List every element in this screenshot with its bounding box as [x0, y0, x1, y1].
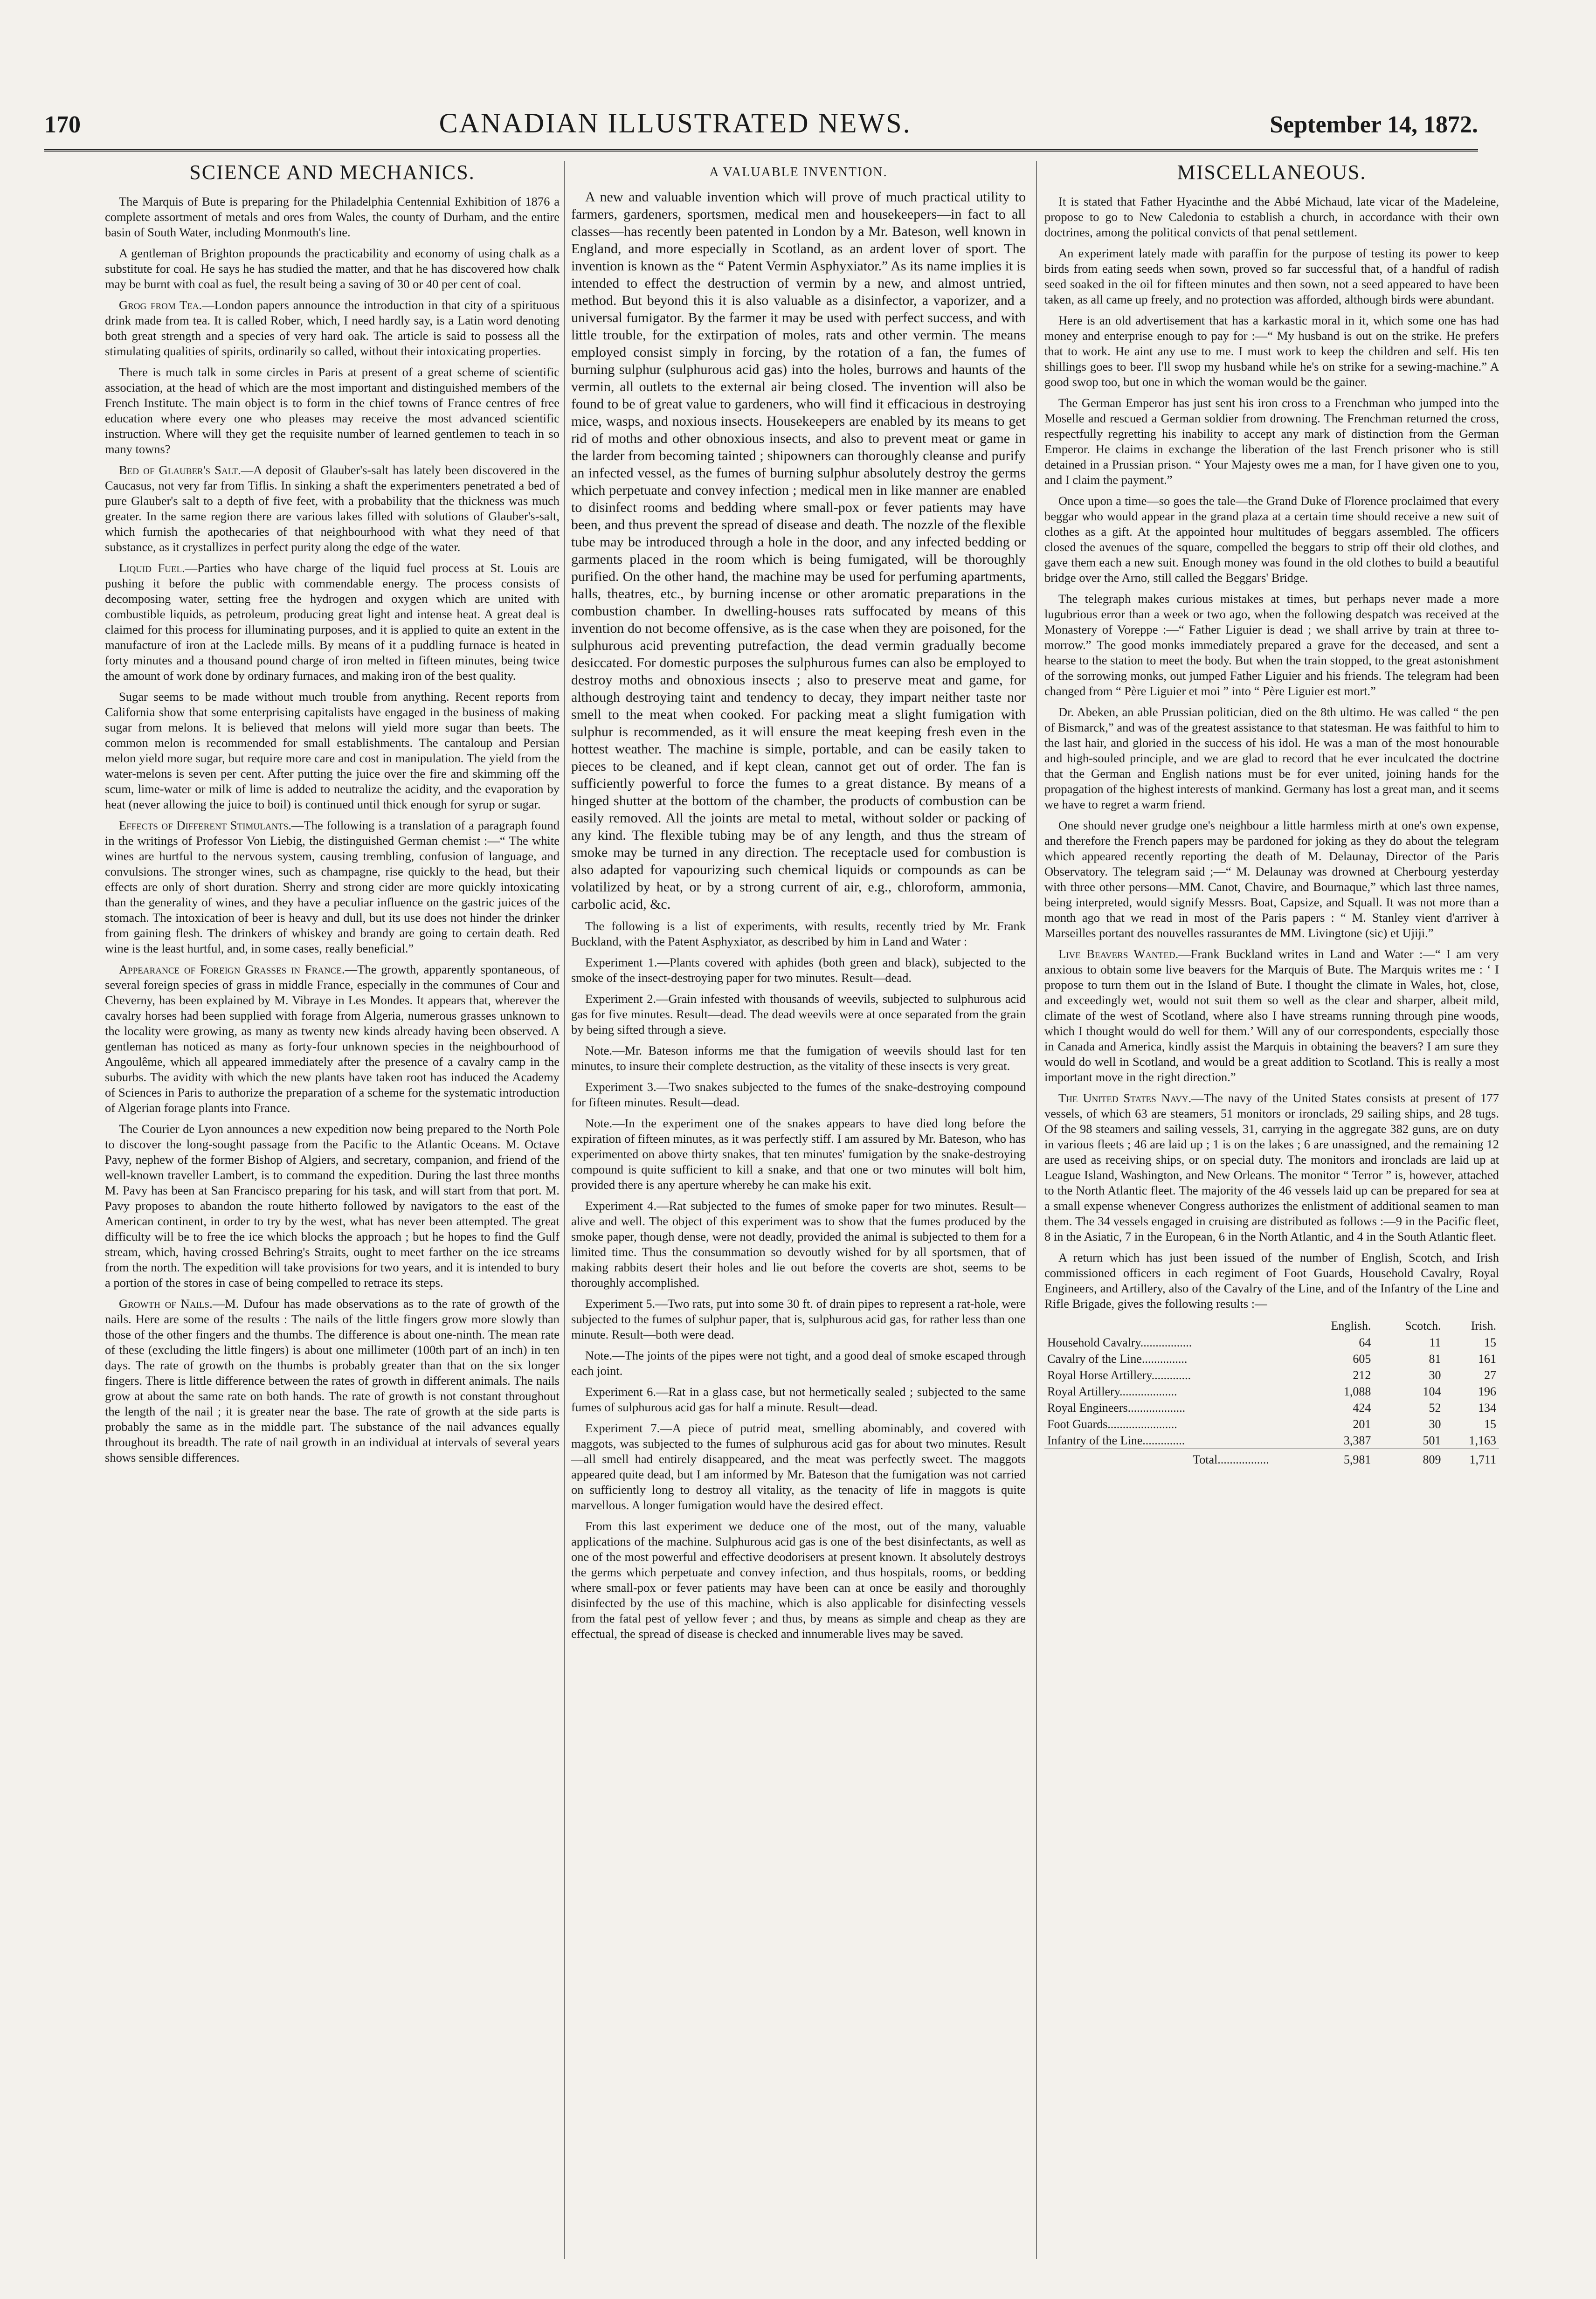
- paragraph-text: Note.—In the experiment one of the snakes appears to have died long before the expiration of fifteen minutes, as it was perfectly stiff. I am assured by Mr. Bateson, who has experimented on above thirty snakes, that ten minutes' fumigation by the snake-destroying compound is quite sufficient to kill a snake, and that one or two minutes will bolt him, provided there is any aperture whereby he can make his exit.: [571, 1116, 1026, 1192]
- paragraph-text: An experiment lately made with paraffin for the purpose of testing its power to keep birds from eating seeds when sown, proved so far successful that, of a handful of radish seed soaked in the oil for fifteen minutes and then sown, not a seed appeared to have been taken, as all came up freely, and no protection was afforded, although birds were abundant.: [1044, 246, 1499, 306]
- article-paragraph: [571, 1421, 1026, 1513]
- article-paragraph: [1044, 246, 1499, 307]
- article-paragraph: [571, 1519, 1026, 1642]
- article-paragraph: [105, 1121, 560, 1291]
- article-paragraph: [105, 246, 560, 292]
- paragraph-text: Note.—Mr. Bateson informs me that the fumigation of weevils should last for ten minutes, to insure their complete destruction, as the vitality of these insects is very great.: [571, 1043, 1026, 1073]
- article-paragraph: [105, 194, 560, 240]
- officers-table: [1044, 1317, 1499, 1468]
- table-total-row: [1044, 1449, 1499, 1468]
- masthead: CANADIAN ILLUSTRATED NEWS.: [439, 108, 912, 138]
- article-paragraph: [105, 1296, 560, 1465]
- article-paragraph: [571, 1348, 1026, 1379]
- paragraph-lead: Grog from Tea.: [119, 298, 202, 312]
- article-paragraph: [571, 188, 1026, 913]
- table-cell: 809: [1374, 1449, 1444, 1468]
- table-row: [1044, 1334, 1499, 1351]
- article-paragraph: [1044, 1250, 1499, 1312]
- paragraph-text: —The growth, apparently spontaneous, of several foreign species of grass in middle France, especially in the communes of Cour and Cheverny, has been explained by M. Vibraye in Les Mondes. It appears that, wherever the cavalry horses had been supplied with forage from Algeria, numerous grasses unknown to the locality were growing, as many as twenty new kinds already having been observed. A gentleman has noticed as many as forty-four unknown species in the neighbourhood of Angoulême, which all appeared immediately after the presence of a cavalry camp in the suburbs. The avidity with which the new plants have taken root has induced the Academy of Sciences in Paris to authorize the preparation of a scheme for the systematic introduction of Algerian forage plants into France.: [105, 962, 560, 1115]
- table-cell: 30: [1429, 1417, 1441, 1431]
- paragraph-text: From this last experiment we deduce one of the most, out of the many, valuable applications of the machine. Sulphurous acid gas is one of the best disinfectants, as well as one of the most powerful and effective deodorisers at present known. It absolutely destroys the germs which perpetuate and convey infection, and thus hospitals, rooms, or bedding where small-pox or fever patients may have been can at once be easily and thoroughly disinfected by the use of this machine, which is also applicable for disinfecting vessels from the fatal pest of yellow fever ; and thus, by means as simple and cheap as they are effectual, the spread of disease is checked and innumerable lives may be saved.: [571, 1519, 1026, 1641]
- table-cell: 1,163: [1469, 1434, 1496, 1447]
- paragraph-text: Experiment 3.—Two snakes subjected to the fumes of the snake-destroying compound for fifteen minutes. Result—dead.: [571, 1080, 1026, 1109]
- table-cell: 11: [1429, 1336, 1441, 1349]
- table-cell: Cavalry of the Line...............: [1047, 1352, 1188, 1366]
- table-cell: 27: [1484, 1368, 1496, 1382]
- paragraph-text: The telegraph makes curious mistakes at times, but perhaps never made a more lugubrious error than a week or two ago, when the following despatch was received at the Monastery of Voreppe :—“ Father Liguier is dead ; we shall arrive by train at three to-morrow.” The good monks immediately prepared a grave for the deceased, and sent a hearse to the station to meet the body. But when the train stopped, to the great astonishment of the sorrowing monks, out jumped Father Liguier and his friends. The telegram had been changed from “ Père Liguier et moi ” into “ Père Liguier est mort.”: [1044, 592, 1499, 698]
- article-paragraph: [571, 1198, 1026, 1291]
- page-header: [44, 107, 1478, 152]
- column-miscellaneous: [1044, 161, 1499, 2268]
- paragraph-text: —M. Dufour has made observations as to the rate of growth of the nails. Here are some of the results : The nails of the little fingers grow more slowly than those of the other fingers and the thumbs. The difference is about one-ninth. The mean rate of these (excluding the little fingers) is about one millimeter (100th part of an inch) in ten days. The rate of growth on the thumbs is probably greater than that on the six longer fingers. There is little difference between the rates of growth in different animals. The nails grow at about the same rate on both hands. The rate of growth is not constant throughout the length of the nail ; it is greater near the base. The rate of growth at the side parts is probably the same as in the middle part. The substance of the nail advances equally throughout its breadth. The rate of nail growth in an individual at intervals of several years shows sensible differences.: [105, 1297, 560, 1464]
- table-cell: 1,711: [1444, 1449, 1499, 1468]
- table-cell: Royal Artillery...................: [1047, 1385, 1177, 1398]
- article-paragraph: [571, 1043, 1026, 1074]
- table-row: [1044, 1367, 1499, 1383]
- article-paragraph: [1044, 194, 1499, 240]
- paragraph-text: Once upon a time—so goes the tale—the Grand Duke of Florence proclaimed that every beggar who would appear in the grand plaza at a certain time should receive a new suit of clothes as a gift. At the appointed hour multitudes of beggars assembled. The officers closed the avenues of the square, compelled the beggars to strip off their old clothes, and gave them each a new suit. Enough money was found in the old clothes to build a beautiful bridge over the Arno, still called the Beggars' Bridge.: [1044, 494, 1499, 585]
- paragraph-text: —London papers announce the introduction in that city of a spirituous drink made from tea. It is called Rober, which, I need hardly say, is a Latin word denoting both great strength and a species of very hard oak. The article is said to possess all the stimulating qualities of spirits, ordinarily so called, without their intoxicating properties.: [105, 298, 560, 358]
- paragraph-text: Note.—The joints of the pipes were not tight, and a good deal of smoke escaped through each joint.: [571, 1348, 1026, 1378]
- table-cell: 501: [1423, 1434, 1441, 1447]
- column-valuable-invention: [571, 161, 1026, 2268]
- column-rule: [564, 161, 565, 2259]
- table-cell: Household Cavalry.................: [1047, 1336, 1192, 1349]
- table-header-cell: Scotch.: [1405, 1319, 1441, 1332]
- paragraph-text: The Courier de Lyon announces a new expedition now being prepared to the North Pole to discover the long-sought passage from the Pacific to the Atlantic Oceans. M. Octave Pavy, nephew of the former Bishop of Algiers, and secretary, companion, and friend of the well-known traveller Lambert, is to command the expedition. During the last three months M. Pavy has been at San Francisco preparing for his task, and will start from that port. M. Pavy proposes to abandon the route hitherto followed by navigators to the east of the American continent, in order to try by the west, what has never been attempted. The great difficulty will be to free the ice which blocks the approach ; but he hopes to find the Gulf stream, which, having crossed Behring's Straits, ought to meet farther on the ice streams from the north. The expedition will take provisions for two years, and it is intended to bury a portion of the stores in case of being compelled to retrace its steps.: [105, 1122, 560, 1290]
- article-paragraph: [105, 962, 560, 1116]
- table-header-cell: English.: [1331, 1319, 1371, 1332]
- table-row: [1044, 1416, 1499, 1432]
- article-paragraph: [571, 991, 1026, 1037]
- article-paragraph: [571, 918, 1026, 949]
- section-heading: MISCELLANEOUS.: [1177, 161, 1367, 184]
- table-cell: 30: [1429, 1368, 1441, 1382]
- paragraph-lead: Bed of Glauber's Salt.: [119, 463, 241, 477]
- paragraph-text: —Frank Buckland writes in Land and Water :—“ I am very anxious to obtain some live beavers for the Marquis of Bute. The Marquis writes me : ‘ I propose to turn them out in the Island of Bute. I thought the climate in Wales, hot, close, and exceedingly wet, would not suit them so well as the clear and sharper, albeit mild, climate of the west of Scotland, where also I have streams running through pine woods, which I thought would do well for them.’ Will any of our correspondents, especially those in Canada and America, kindly assist the Marquis in obtaining the beavers? I am sure they would do well in Scotland, and would be a great addition to Scotland. This is really a most important move in the right direction.”: [1044, 947, 1499, 1084]
- article-paragraph: [105, 365, 560, 457]
- table-header-row: [1044, 1317, 1499, 1334]
- table-header-cell: [1044, 1317, 1297, 1334]
- paragraph-lead: Effects of Different Stimulants.: [119, 818, 292, 832]
- paragraph-text: Sugar seems to be made without much trouble from anything. Recent reports from California show that some enterprising capitalists have engaged in the business of making sugar from melons. It is believed that melons will yield more sugar than beets. The common melon is recommended for small establishments. The cantaloup and Persian melon yield more sugar, but require more care and cost in manipulation. The yield from the water-melons is seven per cent. After putting the juice over the fire and skimming off the scum, lime-water or milk of lime is added to neutralize the acidity, and the evaporation by heat (never allowing the juice to boil) is continued until thick enough for syrup or sugar.: [105, 690, 560, 811]
- table-cell: 605: [1353, 1352, 1371, 1366]
- paragraph-text: The Marquis of Bute is preparing for the Philadelphia Centennial Exhibition of 1876 a complete assortment of metals and ores from Wales, the county of Durham, and the entire basin of South Water, including Monmouth's line.: [105, 194, 560, 239]
- table-cell: 424: [1353, 1401, 1371, 1415]
- article-paragraph: [1044, 313, 1499, 390]
- paragraph-lead: Liquid Fuel.: [119, 561, 185, 575]
- article-paragraph: [1044, 493, 1499, 586]
- column-rule: [1036, 161, 1037, 2259]
- article-paragraph: [1044, 704, 1499, 812]
- table-body: [1044, 1334, 1499, 1468]
- article-paragraph: [571, 1079, 1026, 1110]
- paragraph-text: A return which has just been issued of the number of English, Scotch, and Irish commissioned officers in each regiment of Foot Guards, Household Cavalry, Royal Engineers, and Artillery, also of the Cavalry of the Line, and of the Infantry of the Line and Rifle Brigade, gives the following results :—: [1044, 1250, 1499, 1311]
- paragraph-text: The following is a list of experiments, with results, recently tried by Mr. Frank Buckland, with the Patent Asphyxiator, as described by him in Land and Water :: [571, 919, 1026, 948]
- table-cell: 81: [1429, 1352, 1441, 1366]
- article-paragraph: [1044, 946, 1499, 1085]
- article-paragraph: [571, 1384, 1026, 1415]
- paragraph-text: It is stated that Father Hyacinthe and the Abbé Michaud, late vicar of the Madeleine, propose to go to New Caledonia to establish a church, in accordance with their own doctrines, among the political convicts of that penal settlement.: [1044, 194, 1499, 239]
- paragraph-text: There is much talk in some circles in Paris at present of a great scheme of scientific association, at the head of which are the most important and distinguished members of the French Institute. The main object is to form in the chief towns of France centres of free education where every one who pleases may receive the most advanced scientific instruction. Where will they get the requisite number of learned gentlemen to teach in so many towns?: [105, 365, 560, 456]
- table-cell: 1,088: [1343, 1385, 1371, 1398]
- paragraph-text: Experiment 4.—Rat subjected to the fumes of smoke paper for two minutes. Result—alive and well. The object of this experiment was to show that the fumes produced by the smoke paper, though dense, were not deadly, provided the animal is subjected to them for a limited time. Thus the consummation so devoutly wished for by all sportsmen, that of making rabbits desert their holes and lie out before the coverts are shot, seems to be thoroughly accomplished.: [571, 1199, 1026, 1290]
- issue-date: September 14, 1872.: [1270, 111, 1478, 138]
- table-cell: Royal Horse Artillery.............: [1047, 1368, 1191, 1382]
- table-cell: Foot Guards.......................: [1047, 1417, 1177, 1431]
- paragraph-text: Dr. Abeken, an able Prussian politician, died on the 8th ultimo. He was called “ the pen of Bismarck,” and was of the greatest assistance to that statesman. He was faithful to him to the last hair, and gloried in the success of his idol. He was a man of the most honourable and high-souled principle, and we are glad to record that he ever inculcated the doctrine that the German and English nations must be for ever united, joining hands for the propagation of the highest interests of mankind. Germany has lost a great man, and it seems we have to regret a warm friend.: [1044, 705, 1499, 811]
- paragraph-text: A gentleman of Brighton propounds the practicability and economy of using chalk as a substitute for coal. He says he has studied the matter, and that he has discovered how chalk may be burnt with coal as fuel, the result being a saving of 30 or 40 per cent of coal.: [105, 246, 560, 291]
- article-heading: A VALUABLE INVENTION.: [709, 165, 888, 180]
- paragraph-text: Experiment 7.—A piece of putrid meat, smelling abominably, and covered with maggots, was subjected to the fumes of sulphurous acid gas for about two minutes. Result—all smell had entirely disappeared, and the meat was perfectly sweet. The maggots appeared quite dead, but I am informed by Mr. Bateson that the fumigation was not carried on sufficiently long to destroy all vitality, as the tenacity of life in maggots is quite marvellous. A longer fumigation would have the desired effect.: [571, 1421, 1026, 1512]
- paragraph-text: The German Emperor has just sent his iron cross to a Frenchman who jumped into the Moselle and rescued a German soldier from drowning. The Frenchman returned the cross, respectfully regretting his inability to accept any mark of distinction from the German Emperor. He claims in exchange the liberation of the last French prisoner who is still detained in a Prussian prison. “ Your Majesty owes me a man, for I have given one to you, and I claim the payment.”: [1044, 396, 1499, 487]
- paragraph-text: —Parties who have charge of the liquid fuel process at St. Louis are pushing it before the public with commendable energy. The process consists of decomposing water, setting free the hydrogen and oxygen which are united with combustible liquids, as petroleum, producing great light and intense heat. A great deal is claimed for this process for illuminating purposes, and it is applied to quite an extent in the manufacture of iron at the Laclede mills. By means of it a puddling furnace is heated in forty minutes and a thousand pound charge of iron melted in fifteen minutes, being twice the amount of work done by ordinary furnaces, and making iron of the best quality.: [105, 561, 560, 683]
- table-cell: Total.................: [1044, 1449, 1297, 1468]
- article-paragraph: [105, 689, 560, 812]
- paragraph-text: —A deposit of Glauber's-salt has lately been discovered in the Caucasus, not very far from Tiflis. In sinking a shaft the experimenters penetrated a bed of pure Glauber's salt to a depth of five feet, with a probability that the thickness was much greater. In the same region there are various lakes filled with solutions of Glauber's-salt, which furnish the apothecaries of that neighbourhood with what they need of that substance, as it crystallizes in perfect purity along the edge of the water.: [105, 463, 560, 554]
- article-paragraph: [1044, 818, 1499, 941]
- page-number: 170: [44, 111, 81, 138]
- table-cell: 196: [1478, 1385, 1496, 1398]
- paragraph-text: A new and valuable invention which will prove of much practical utility to farmers, gardeners, sportsmen, medical men and housekeepers—in fact to all classes—has recently been patented in London by a Mr. Bateson, well known in England, and more especially in Scotland, as an ardent lover of sport. The invention is known as the “ Patent Vermin Asphyxiator.” As its name implies it is intended to effect the destruction of vermin by a new, and almost untried, method. But beyond this it is also valuable as a disinfector, a vaporizer, and a universal fumigator. By the farmer it may be used with perfect success, and with little trouble, for the extirpation of moles, rats and other vermin. The means employed consist simply in forcing, by the rotation of a fan, the fumes of burning sulphur (sulphurous acid gas) into the holes, burrows and haunts of the vermin, all outlets to the external air being closed. The invention will also be found to be of great value to gardeners, who will find it efficacious in destroying mice, wasps, and noxious insects. Housekeepers are enabled by its means to get rid of moths and other obnoxious insects, and also to prevent meat or game in the larder from becoming tainted ; shipowners can thoroughly cleanse and purify an infected vessel, as the fumes of burning sulphur absolutely destroy the germs which perpetuate and convey infection ; medical men in like manner are enabled to disinfect rooms and bedding where small-pox or fever patients may have been, and thus prevent the spread of disease and death. The nozzle of the flexible tube may be introduced through a hole in the door, and any infected bedding or garments placed in the room which is being fumigated, will be thoroughly purified. On the other hand, the machine may be used for perfuming apartments, halls, theatres, etc., by burning incense or other aromatic preparations in the combustion chamber. In dwelling-houses rats suffocated by means of this invention do not become offensive, as is the case when they are poisoned, for the sulphurous acid preventing putrefaction, the dead vermin gradually become desiccated. For domestic purposes the sulphurous fumes can also be employed to destroy moths and obnoxious insects ; also to preserve meat and game, for although destroying taint and tendency to decay, they impart neither taste nor smell to the meat when cooked. For packing meat a slight fumigation with sulphur is recommended, as it will ensure the meat keeping fresh even in the hottest weather. The machine is simple, portable, and can be easily taken to pieces to be cleaned, and if kept clean, cannot get out of order. The fan is sufficiently powerful to force the fumes to a great distance. By means of a hinged shutter at the bottom of the chamber, the products of combustion can be easily removed. All the joints are metal to metal, without solder or packing of any kind. The flexible tubing may be of any length, and thus the stream of smoke may be turned in any direction. The receptacle used for combustion is also adapted for vapourizing such chemical liquids or compounds as can be volatilized by heat, or by a strong current of air, e.g., chloroform, ammonia, carbolic acid, &c.: [571, 189, 1026, 912]
- paragraph-text: Experiment 6.—Rat in a glass case, but not hermetically sealed ; subjected to the same fumes of sulphurous acid gas for half a minute. Result—dead.: [571, 1385, 1026, 1414]
- table-cell: Infantry of the Line..............: [1047, 1434, 1185, 1447]
- article-paragraph: [105, 560, 560, 683]
- article-paragraph: [571, 1116, 1026, 1193]
- paragraph-lead: Growth of Nails.: [119, 1297, 213, 1311]
- table-row: [1044, 1400, 1499, 1416]
- article-paragraph: [1044, 395, 1499, 488]
- section-heading: SCIENCE AND MECHANICS.: [189, 161, 475, 184]
- column-science-mechanics: [105, 161, 560, 2268]
- paragraph-text: Experiment 1.—Plants covered with aphides (both green and black), subjected to the smoke of the insect-destroying paper for two minutes. Result—dead.: [571, 955, 1026, 985]
- table-cell: 212: [1353, 1368, 1371, 1382]
- paragraph-lead: Live Beavers Wanted.: [1058, 947, 1179, 961]
- table-cell: Royal Engineers...................: [1047, 1401, 1186, 1415]
- article-paragraph: [105, 463, 560, 555]
- paragraph-lead: Appearance of Foreign Grasses in France.: [119, 962, 345, 976]
- table-cell: 15: [1484, 1417, 1496, 1431]
- table-cell: 104: [1423, 1385, 1441, 1398]
- article-paragraph: [105, 818, 560, 956]
- paragraph-text: —The following is a translation of a paragraph found in the writings of Professor Von Liebig, the distinguished German chemist :—“ The white wines are hurtful to the nervous system, causing trembling, confusion of language, and convulsions. The stronger wines, such as champagne, rise quickly to the head, but their effects are only of short duration. Sherry and strong cider are more quickly intoxicating than the generality of wines, and they have a peculiar influence on the gastric juices of the stomach. The intoxication of beer is heavy and dull, but its use does not hinder the drinker from gaining flesh. The drinkers of whiskey and brandy are going to certain death. Red wine is the least hurtful, and, in some cases, really beneficial.”: [105, 818, 560, 955]
- table-cell: 5,981: [1297, 1449, 1374, 1468]
- paragraph-text: —The navy of the United States consists at present of 177 vessels, of which 63 are steamers, 51 monitors or ironclads, 29 sailing ships, and 28 tugs. Of the 98 steamers and sailing vessels, 31, carrying in the aggregate 382 guns, are on duty in various fleets ; 46 are laid up ; 1 is on the lakes ; 6 are unassigned, and the remaining 12 are used as receiving ships, or on special duty. The monitors and ironclads are laid up at League Island, Washington, and New Orleans. The monitor “ Terror ” is, however, attached to the North Atlantic fleet. The majority of the 46 vessels laid up can be prepared for sea at a small expense whenever Congress authorizes the enlistment of additional seamen to man them. The 34 vessels engaged in cruising are distributed as follows :—9 in the Pacific fleet, 8 in the Asiatic, 7 in the European, 6 in the North Atlantic, and 4 in the South Atlantic fleet.: [1044, 1091, 1499, 1243]
- table-cell: 3,387: [1343, 1434, 1371, 1447]
- table-cell: 52: [1429, 1401, 1441, 1415]
- paragraph-text: One should never grudge one's neighbour a little harmless mirth at one's own expense, and therefore the French papers may be pardoned for joking as they do about the telegram which appeared recently reporting the death of M. Delaunay, Director of the Paris Observatory. The telegram said ;—“ M. Delaunay was drowned at Cherbourg yesterday with three other persons—MM. Canot, Chavire, and Bournaque,” which last three names, being interpreted, would signify Messrs. Boat, Capsize, and Squall. It was not more than a month ago that we read in most of the Paris papers : “ M. Stanley vient d'arriver à Marseilles portant des nouvelles rassurantes de MM. Livingtone (sic) et Ujiji.”: [1044, 818, 1499, 940]
- table-cell: 201: [1353, 1417, 1371, 1431]
- article-paragraph: [1044, 1091, 1499, 1244]
- table-cell: 134: [1478, 1401, 1496, 1415]
- paragraph-lead: The United States Navy.: [1058, 1091, 1192, 1105]
- table-cell: 15: [1484, 1336, 1496, 1349]
- article-paragraph: [1044, 591, 1499, 699]
- article-paragraph: [105, 297, 560, 359]
- paragraph-text: Experiment 2.—Grain infested with thousands of weevils, subjected to sulphurous acid gas for five minutes. Result—dead. The dead weevils were at once separated from the grain by being sifted through a sieve.: [571, 992, 1026, 1036]
- paragraph-text: Here is an old advertisement that has a karkastic moral in it, which some one has had money and enterprise enough to pay for :—“ My husband is out on the strike. He prefers that to work. He aint any use to me. I must work to keep the children and self. His ten shillings goes to beer. I'll swop my husband while he's on strike for a sewing-machine.” A good swop too, but one in which the woman would be the gainer.: [1044, 313, 1499, 389]
- table-cell: 64: [1359, 1336, 1371, 1349]
- table-row: [1044, 1383, 1499, 1400]
- table-header-cell: Irish.: [1471, 1319, 1496, 1332]
- table-cell: 161: [1478, 1352, 1496, 1366]
- article-paragraph: [571, 955, 1026, 986]
- table-row: [1044, 1351, 1499, 1367]
- table-row: [1044, 1432, 1499, 1449]
- paragraph-text: Experiment 5.—Two rats, put into some 30 ft. of drain pipes to represent a rat-hole, were subjected to the fumes of sulphur paper, that is, sulphurous acid gas, for rather less than one minute. Result—both were dead.: [571, 1297, 1026, 1341]
- article-paragraph: [571, 1296, 1026, 1342]
